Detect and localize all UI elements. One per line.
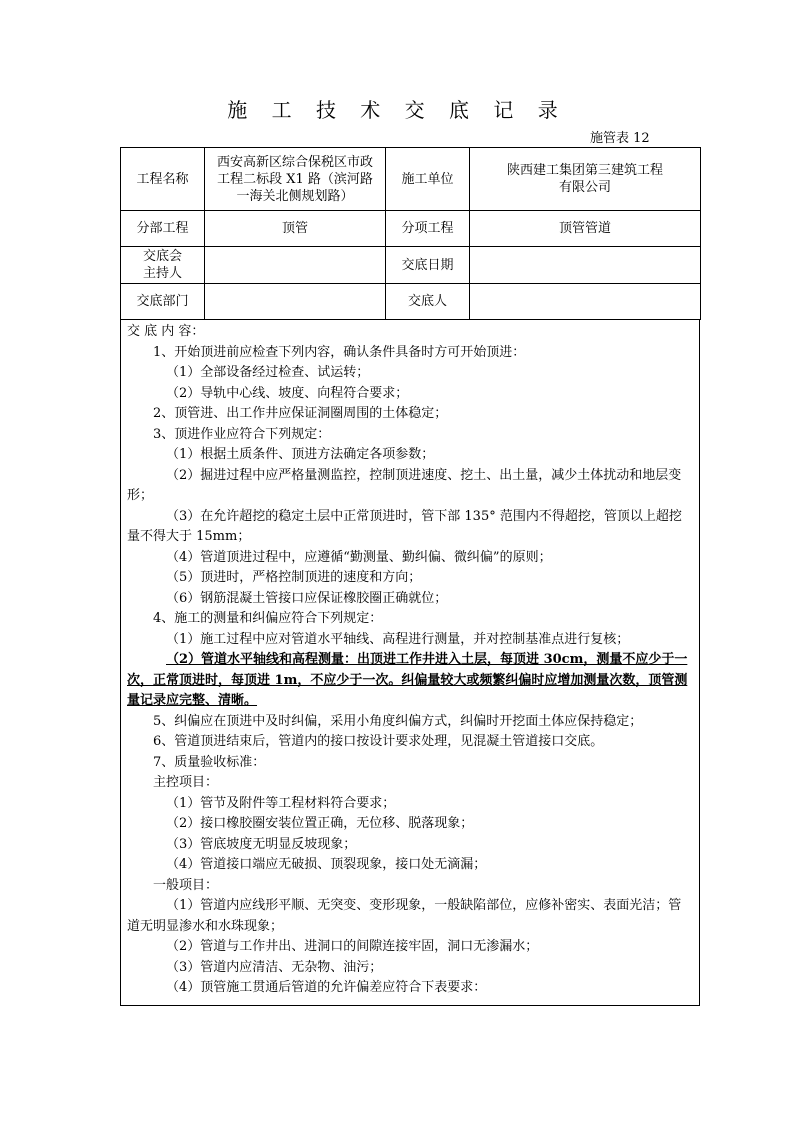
project-name-label: 工程名称	[121, 148, 205, 211]
form-number: 施管表 12	[590, 131, 650, 146]
content-line: 7、质量验收标准：	[153, 754, 266, 770]
content-line: （2）管道与工作井出、进洞口的间隙连接牢固，洞口无渗漏水；	[166, 939, 539, 954]
content-line: 4、施工的测量和纠偏应符合下列规定：	[153, 611, 383, 626]
content-line-highlight: （2）管道水平轴线和高程测量：出顶进工作井进入土层，每顶进 30cm，测量不应少于一次，正常顶进时，每顶进 1m，不应少于一次。纠偏量较大或频繁纠偏时应增加测量次数，顶管测量记录应完整、清晰。	[127, 652, 688, 708]
date-label: 交底日期	[386, 247, 470, 284]
content-line: （1）施工过程中应对管道水平轴线、高程进行测量，并对控制基准点进行复核；	[166, 631, 630, 647]
content-line: （1）管节及附件等工程材料符合要求；	[166, 795, 396, 811]
host-label: 交底会主持人	[121, 247, 205, 284]
content-line: （1）根据土质条件、顶进方法确定各项参数；	[166, 447, 435, 462]
content-line: （1）全部设备经过检查、试运转；	[166, 365, 370, 380]
content-line: （4）管道接口端应无破损、顶裂现象，接口处无滴漏；	[166, 857, 487, 872]
dept-label: 交底部门	[121, 284, 205, 320]
content-line: 2、顶管进、出工作井应保证洞圈周围的土体稳定；	[153, 406, 448, 421]
document-title: 施 工 技 术 交 底 记 录	[227, 98, 567, 122]
content-line: 5、纠偏应在顶进中及时纠偏，采用小角度纠偏方式，纠偏时开挖面土体应保持稳定；	[153, 713, 643, 729]
contractor-value: 陕西建工集团第三建筑工程有限公司	[470, 148, 701, 211]
content-line: （6）钢筋混凝土管接口应保证橡胶圈正确就位；	[166, 590, 448, 606]
content-line: （1）管道内应线形平顺、无突变、变形现象，一般缺陷部位，应修补密实、表面光洁；管道无明显渗水和水珠现象；	[127, 898, 682, 934]
person-label: 交底人	[386, 284, 470, 320]
content-line: 1、开始顶进前应检查下列内容，确认条件具备时方可开始顶进：	[153, 344, 526, 360]
content-line: （2）导轨中心线、坡度、向程符合要求；	[166, 385, 409, 401]
content-line: 6、管道顶进结束后，管道内的接口按设计要求处理，见混凝土管道接口交底。	[153, 734, 604, 749]
project-name-value: 西安高新区综合保税区市政工程二标段 X1 路（滨河路一海关北侧规划路）	[205, 148, 386, 211]
subitem-label: 分项工程	[386, 211, 470, 247]
division-label: 分部工程	[121, 211, 205, 247]
content-line: 3、顶进作业应符合下列规定：	[153, 426, 331, 442]
content-line: （3）管道内应清洁、无杂物、油污；	[166, 959, 383, 975]
host-value	[205, 247, 386, 284]
division-value: 顶管	[205, 211, 386, 247]
content-line: （2）掘进过程中应严格量测监控，控制顶进速度、挖土、出土量，减少土体扰动和地层变形；	[127, 467, 682, 503]
contractor-label: 施工单位	[386, 148, 470, 211]
content-line: （2）接口橡胶圈安装位置正确，无位移、脱落现象；	[166, 816, 474, 831]
date-value	[470, 247, 701, 284]
content-line: （4）管道顶进过程中，应遵循“勤测量、勤纠偏、微纠偏”的原则；	[166, 549, 552, 565]
content-box	[120, 320, 700, 1006]
content-line: （4）顶管施工贯通后管道的允许偏差应符合下表要求：	[166, 980, 487, 995]
content-subheading: 一般项目：	[153, 877, 219, 893]
person-value	[470, 284, 701, 320]
content-line: （3）在允许超挖的稳定土层中正常顶进时，管下部 135° 范围内不得超挖，管顶以上超挖量不得大于 15mm；	[127, 508, 682, 544]
subitem-value: 顶管管道	[470, 211, 701, 247]
dept-value	[205, 284, 386, 320]
content-heading: 交 底 内 容：	[127, 324, 205, 339]
header-table	[120, 147, 701, 320]
content-line: （3）管底坡度无明显反坡现象；	[166, 836, 357, 852]
content-subheading: 主控项目：	[153, 775, 219, 790]
content-line: （5）顶进时，严格控制顶进的速度和方向；	[166, 570, 422, 585]
